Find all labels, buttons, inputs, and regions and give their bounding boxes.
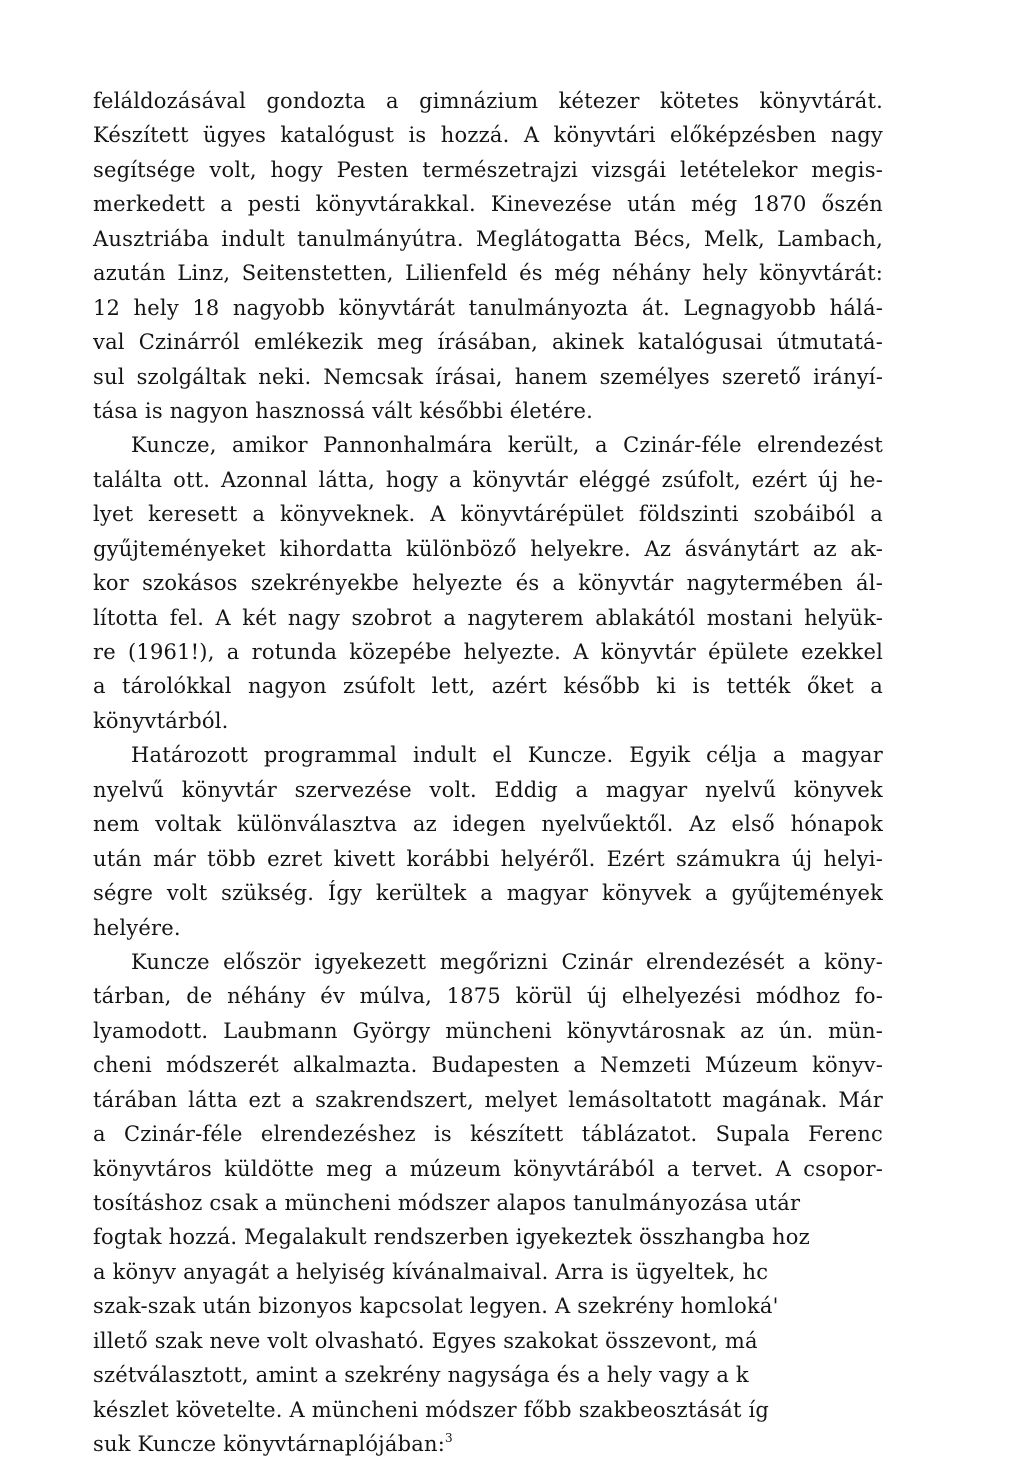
text-line: tárban, de néhány év múlva, 1875 körül új elhelyezési módhoz fo-	[93, 984, 883, 1009]
footnote-reference: 3	[444, 1431, 453, 1446]
text-line: helyére.	[93, 915, 181, 940]
text-line: a Czinár-féle elrendezéshez is készített táblázatot. Supala Ferenc	[93, 1122, 883, 1147]
text-line: lyamodott. Laubmann György müncheni könyvtárosnak az ún. mün-	[93, 1018, 883, 1043]
text-line: fogtak hozzá. Megalakult rendszerben igyekeztek összhangba hoz	[93, 1225, 810, 1250]
text-line: illető szak neve volt olvasható. Egyes szakokat összevont, má	[93, 1328, 758, 1353]
paragraph-2	[93, 428, 883, 738]
paragraph-1	[93, 84, 883, 428]
text-line: lította fel. A két nagy szobrot a nagyterem ablakától mostani helyük-	[93, 605, 883, 630]
text-line: segítsége volt, hogy Pesten természetrajzi vizsgái letételekor megis-	[93, 157, 883, 182]
paragraph-4	[93, 945, 883, 1462]
text-line: Kuncze először igyekezett megőrizni Czinár elrendezését a köny-	[131, 949, 883, 974]
page-body	[93, 84, 883, 1462]
text-line: nem voltak különválasztva az idegen nyelvűektől. Az első hónapok	[93, 812, 883, 837]
text-line-content: suk Kuncze könyvtárnaplójában:	[93, 1432, 445, 1457]
text-line: cheni módszerét alkalmazta. Budapesten a Nemzeti Múzeum könyv-	[93, 1053, 883, 1078]
text-line: szétválasztott, amint a szekrény nagysága és a hely vagy a k	[93, 1363, 749, 1388]
text-line: után már több ezret kivett korábbi helyéről. Ezért számukra új helyi-	[93, 846, 883, 871]
text-line: a tárolókkal nagyon zsúfolt lett, azért később ki is tették őket a	[93, 674, 883, 699]
text-line: azután Linz, Seitenstetten, Lilienfeld és még néhány hely könyvtárát:	[93, 261, 883, 286]
text-line: lyet keresett a könyveknek. A könyvtárépület földszinti szobáiból a	[93, 502, 883, 527]
text-line: tárában látta ezt a szakrendszert, melyet lemásoltatott magának. Már	[93, 1087, 883, 1112]
text-line: tosításhoz csak a müncheni módszer alapos tanulmányozása utár	[93, 1191, 801, 1215]
text-line	[93, 1427, 883, 1461]
text-line: Ausztriába indult tanulmányútra. Meglátogatta Bécs, Melk, Lambach,	[93, 226, 883, 251]
text-line: könyvtáros küldötte meg a múzeum könyvtárából a tervet. A csopor-	[93, 1156, 883, 1181]
text-line: szak-szak után bizonyos kapcsolat legyen. A szekrény homloká'	[93, 1294, 779, 1319]
text-line: készlet követelte. A müncheni módszer főbb szakbeosztását íg	[93, 1397, 770, 1422]
text-line: gyűjteményeket kihordatta különböző helyekre. Az ásványtárt az ak-	[93, 536, 883, 561]
paragraph-3	[93, 738, 883, 945]
text-line: ségre volt szükség. Így kerültek a magyar könyvek a gyűjtemények	[93, 881, 883, 906]
text-line: Készített ügyes katalógust is hozzá. A könyvtári előképzésben nagy	[93, 123, 883, 148]
text-line: val Czinárról emlékezik meg írásában, akinek katalógusai útmutatá-	[93, 330, 883, 355]
text-line: sul szolgáltak neki. Nemcsak írásai, hanem személyes szerető irányí-	[93, 364, 883, 389]
text-line: feláldozásával gondozta a gimnázium kétezer kötetes könyvtárát.	[93, 89, 883, 113]
text-line: nyelvű könyvtár szervezése volt. Eddig a magyar nyelvű könyvek	[93, 777, 883, 802]
text-line: Kuncze, amikor Pannonhalmára került, a Czinár-féle elrendezést	[131, 433, 883, 458]
text-line: a könyv anyagát a helyiség kívánalmaival. Arra is ügyeltek, hc	[93, 1259, 769, 1284]
text-line: 12 hely 18 nagyobb könyvtárát tanulmányozta át. Legnagyobb hálá-	[93, 295, 883, 320]
text-line: találta ott. Azonnal látta, hogy a könyvtár eléggé zsúfolt, ezért új he-	[93, 467, 883, 492]
text-line: kor szokásos szekrényekbe helyezte és a könyvtár nagytermében ál-	[93, 571, 883, 596]
text-line: merkedett a pesti könyvtárakkal. Kinevezése után még 1870 őszén	[93, 192, 883, 217]
text-line: Határozott programmal indult el Kuncze. Egyik célja a magyar	[131, 743, 883, 768]
text-line: könyvtárból.	[93, 708, 229, 733]
text-line: re (1961!), a rotunda közepébe helyezte. A könyvtár épülete ezekkel	[93, 640, 883, 664]
text-line: tása is nagyon hasznossá vált későbbi életére.	[93, 398, 593, 423]
